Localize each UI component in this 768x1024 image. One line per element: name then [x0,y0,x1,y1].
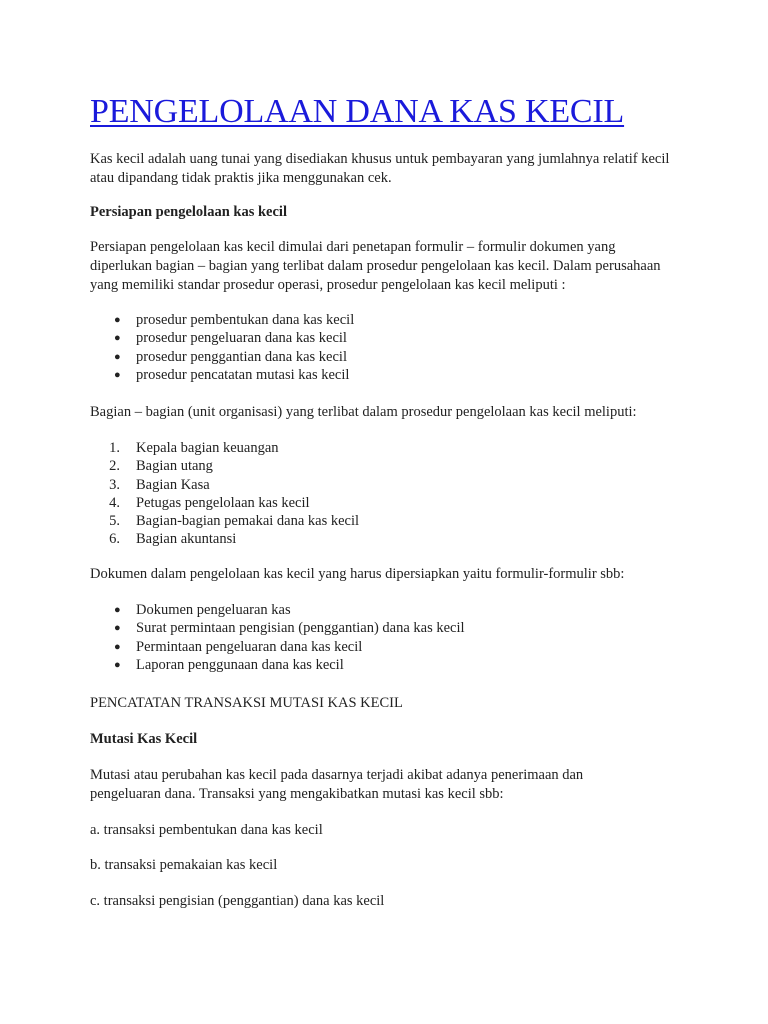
bullet-icon: ● [114,332,121,345]
list-item: 2. Bagian utang [109,458,213,475]
documents-list [90,601,465,674]
procedure-list [90,311,354,384]
intro-paragraph: Kas kecil adalah uang tunai yang disediakan khusus untuk pembayaran yang jumlahnya relatif kecil atau dipandang tidak praktis jika menggunakan cek. [90,151,670,186]
mutasi-paragraph: Mutasi atau perubahan kas kecil pada dasarnya terjadi akibat adanya penerimaan dan pengeluaran dana. Transaksi yang mengakibatkan mutasi kas kecil sbb: [90,767,584,802]
list-item: 5. Bagian-bagian pemakai dana kas kecil [109,513,360,530]
section-heading-persiapan: Persiapan pengelolaan kas kecil [90,204,287,220]
bullet-icon: ● [114,350,121,363]
units-list [90,439,359,549]
section-heading-pencatatan: PENCATATAN TRANSAKSI MUTASI KAS KECIL [90,695,403,711]
list-item: 6. Bagian akuntansi [109,531,237,548]
list-item: ● Dokumen pengeluaran kas [114,602,291,618]
list-item: ● prosedur pencatatan mutasi kas kecil [114,366,350,383]
list-item: ● prosedur pembentukan dana kas kecil [114,312,355,328]
list-item: ● Laporan penggunaan dana kas kecil [114,656,344,673]
persiapan-paragraph: Persiapan pengelolaan kas kecil dimulai dari penetapan formulir – formulir dokumen yang diperlukan bagian – bagian yang terlibat dalam prosedur pengelolaan kas kecil. Dalam perusahaan yang memiliki standar prosedur operasi, prosedur pengelolaan kas kecil meliputi : [90,239,661,293]
list-item: ● prosedur pengeluaran dana kas kecil [114,330,347,347]
title-link[interactable]: PENGELOLAAN DANA KAS KECIL [90,93,625,130]
documents-intro: Dokumen dalam pengelolaan kas kecil yang harus dipersiapkan yaitu formulir-formulir sbb: [90,566,625,582]
bullet-icon: ● [114,368,121,381]
bullet-icon: ● [114,604,121,616]
bullet-icon: ● [114,622,121,635]
page-title [90,92,624,132]
subheading-mutasi: Mutasi Kas Kecil [90,731,198,747]
list-item: ● Permintaan pengeluaran dana kas kecil [114,638,363,655]
bullet-icon: ● [114,640,121,653]
list-item: ● prosedur penggantian dana kas kecil [114,348,347,365]
transaction-item-a: a. transaksi pembentukan dana kas kecil [90,822,323,838]
units-intro: Bagian – bagian (unit organisasi) yang terlibat dalam prosedur pengelolaan kas kecil meliputi: [90,404,637,420]
list-item: 4. Petugas pengelolaan kas kecil [109,494,310,511]
bullet-icon: ● [114,314,121,326]
transaction-item-c: c. transaksi pengisian (penggantian) dana kas kecil [90,893,385,909]
transaction-item-b: b. transaksi pemakaian kas kecil [90,857,278,873]
bullet-icon: ● [114,658,121,671]
list-item: 1. Kepala bagian keuangan [109,440,279,456]
list-item: 3. Bagian Kasa [109,476,210,493]
list-item: ● Surat permintaan pengisian (penggantian) dana kas kecil [114,620,465,637]
